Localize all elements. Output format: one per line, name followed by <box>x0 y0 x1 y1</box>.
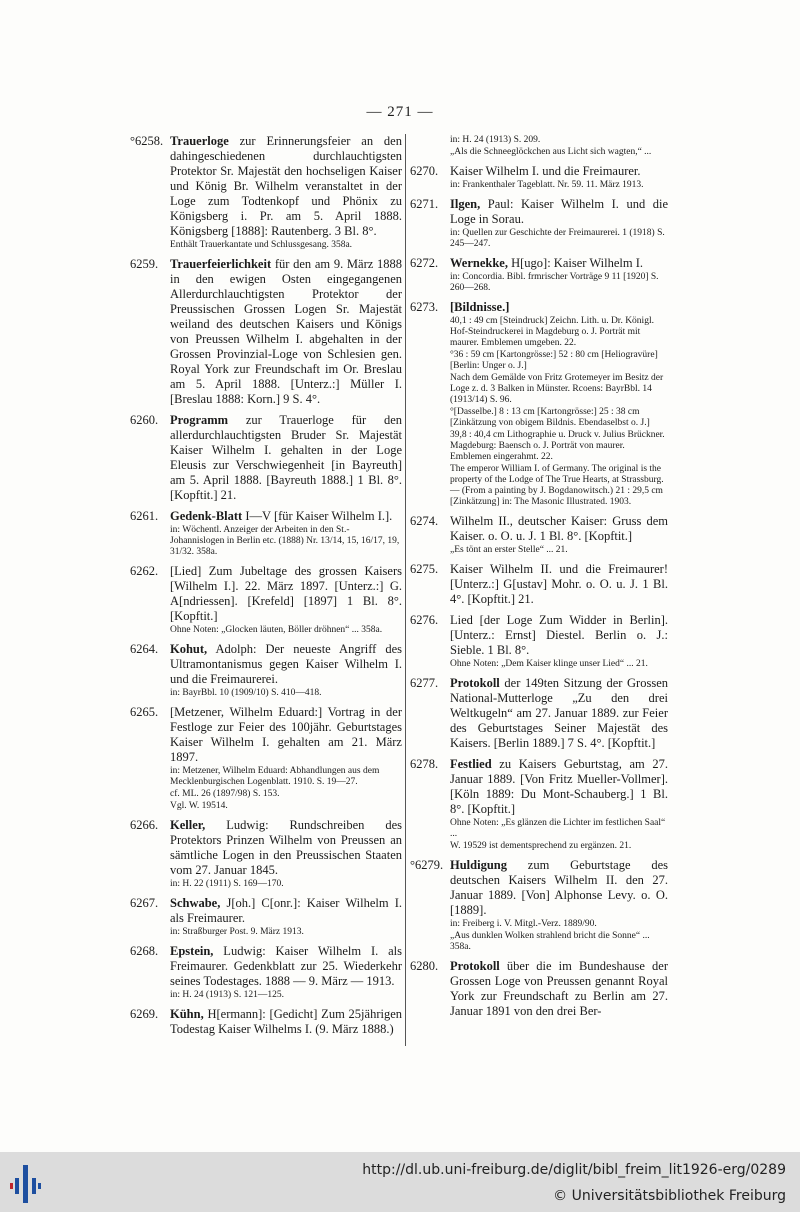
entry-text <box>170 1007 402 1037</box>
entry-body: Lied [der Loge Zum Widder in Berlin]. [Unterz.: Ernst] Diestel. Berlin o. J.: Sieble. 1 Bl. 8°. <box>450 613 668 657</box>
entry-text <box>450 858 668 918</box>
entry-heading: Festlied <box>450 757 492 771</box>
entry-body: der 149ten Sitzung der Grossen National-Mutterloge „Zu den drei Weltkugeln“ am 27. Januar 1889. zur Feier des Geburtstages Seiner Majestät des Kaisers. [Berlin 1889.] 7 S. 4°. [Kopftit.] <box>450 676 668 750</box>
entry-note: in: BayrBbl. 10 (1909/10) S. 410—418. <box>170 688 322 698</box>
entry-body: I—V [für Kaiser Wilhelm I.]. <box>242 509 393 523</box>
entry-number: 6276. <box>410 613 439 627</box>
entry-body: H[ermann]: [Gedicht] Zum 25jährigen Todestag Kaiser Wilhelms I. (9. März 1888.) <box>170 1007 402 1036</box>
entry-note: in: Freiberg i. V. Mitgl.-Verz. 1889/90. <box>450 919 597 929</box>
entry-number: 6271. <box>410 197 439 211</box>
entry-body: zur Trauerloge für den allerdurchlauchtigsten Bruder Sr. Majestät Kaiser Wilhelm I. gehalten in der Loge Eleusis zur Verschwiegenheit [in Bayreuth] am 5. April 1888. [Bayreuth 1888.] 1 Bl. 8°. [Kopftit.] 21. <box>170 413 402 502</box>
entry-text <box>170 818 402 878</box>
left-column <box>130 134 402 1043</box>
entry-text <box>450 197 668 227</box>
bibliography-entry <box>130 944 402 1001</box>
entry-number: 6272. <box>410 256 439 270</box>
entry-number: 6260. <box>130 413 159 427</box>
entry-body: [Metzener, Wilhelm Eduard:] Vortrag in der Festloge zur Feier des 100jähr. Geburtstages Kaiser Wilhelm I. gehalten am 21. März 1897. <box>170 705 402 764</box>
entry-note: Vgl. W. 19514. <box>170 801 228 811</box>
entry-body: Ludwig: Kaiser Wilhelm I. als Freimaurer. Gedenkblatt zur 25. Wiederkehr seines Todestages. 1888 — 9. März — 1913. <box>170 944 402 988</box>
entry-note: Ohne Noten: „Dem Kaiser klinge unser Lied“ ... 21. <box>450 659 648 669</box>
entry-heading: Epstein, <box>170 944 214 958</box>
entry-text <box>170 944 402 989</box>
entry-note: Enthält Trauerkantate und Schlussgesang. 358a. <box>170 240 353 250</box>
entry-text <box>450 164 668 179</box>
entry-note: „Aus dunklen Wolken strahlend bricht die Sonne“ ... 358a. <box>450 931 650 952</box>
entry-number: 6280. <box>410 959 439 973</box>
entry-text <box>450 562 668 607</box>
entry-note: in: Metzener, Wilhelm Eduard: Abhandlungen aus dem Mecklenburgischen Logenblatt. 1910. S. 19—27. <box>170 766 380 787</box>
entry-note: 40,1 : 49 cm [Steindruck] Zeichn. Lith. u. Dr. Königl. Hof-Steindruckerei in Magdeburg o. J. Porträt mit maurer. Emblemen umgeben. 22. <box>450 316 654 348</box>
entry-number: 6278. <box>410 757 439 771</box>
entry-heading: Huldigung <box>450 858 507 872</box>
entry-text <box>170 705 402 765</box>
entry-heading: Protokoll <box>450 959 500 973</box>
entry-note: Ohne Noten: „Es glänzen die Lichter im festlichen Saal“ ... <box>450 818 666 839</box>
entry-text <box>170 642 402 687</box>
entry-text <box>450 300 668 315</box>
page-number: — 271 — <box>366 104 434 120</box>
entry-body: zur Erinnerungsfeier an den dahingeschiedenen durchlauchtigsten Protektor Sr. Majestät den hochseligen Kaiser und König Br. Wilhelm veranstaltet in der Loge zum Todtenkopf und Phönix zu Königsberg i. Pr. am 5. April 1888. Königsberg [1888]: Rautenberg. 3 Bl. 8°. <box>170 134 402 238</box>
entry-text <box>450 959 668 1019</box>
entry-text <box>450 514 668 544</box>
entry-text <box>450 676 668 751</box>
entry-heading: Programm <box>170 413 229 427</box>
entry-heading: Kühn, <box>170 1007 204 1021</box>
bibliography-entry <box>130 509 402 558</box>
entry-note: The emperor William I. of Germany. The original is the property of the Lodge of The True Hearts, at Strassburg. — (From a painting by J. Bogdanowitsch.) 21 : 29,5 cm [Zinkätzung] in: The Masonic Illustrated. 1903. <box>450 464 664 507</box>
entry-number: 6268. <box>130 944 159 958</box>
bibliography-entry <box>410 562 668 607</box>
bibliography-entry <box>410 676 668 751</box>
entry-heading: Ilgen, <box>450 197 481 211</box>
entry-text <box>450 613 668 658</box>
bibliography-entry <box>130 1007 402 1037</box>
entry-note: Ohne Noten: „Glocken läuten, Böller dröhnen“ ... 358a. <box>170 625 383 635</box>
entry-number: 6265. <box>130 705 159 719</box>
entry-note: in: H. 24 (1913) S. 209. <box>450 135 541 145</box>
entry-number: 6266. <box>130 818 159 832</box>
entry-number: 6275. <box>410 562 439 576</box>
entry-heading: Gedenk-Blatt <box>170 509 243 523</box>
entry-text <box>450 256 668 271</box>
entry-number: 6277. <box>410 676 439 690</box>
bibliography-entry <box>410 256 668 294</box>
entry-heading: Wernekke, <box>450 256 508 270</box>
entry-heading: Trauerfeierlichkeit <box>170 257 272 271</box>
entry-text <box>170 509 402 524</box>
source-url-link[interactable]: http://dl.ub.uni-freiburg.de/diglit/bibl_freim_lit1926-erg/0289 <box>362 1162 786 1178</box>
entry-note: in: Concordia. Bibl. frmrischer Vorträge 9 11 [1920] S. 260—268. <box>450 272 659 293</box>
bibliography-entry <box>130 642 402 699</box>
entry-text <box>170 896 402 926</box>
entry-number: °6279. <box>410 858 444 872</box>
bibliography-entry <box>130 705 402 812</box>
entry-note: in: H. 22 (1911) S. 169—170. <box>170 879 284 889</box>
entry-number: 6274. <box>410 514 439 528</box>
entry-number: 6264. <box>130 642 159 656</box>
entry-body: Kaiser Wilhelm I. und die Freimaurer. <box>450 164 641 178</box>
entry-note: „Es tönt an erster Stelle“ ... 21. <box>450 545 568 555</box>
entry-text <box>170 564 402 624</box>
entry-body: Paul: Kaiser Wilhelm I. und die Loge in Sorau. <box>450 197 668 226</box>
entry-body: Kaiser Wilhelm II. und die Freimaurer! [Unterz.:] G[ustav] Mohr. o. O. u. J. 1 Bl. 4°. [Kopftit.] 21. <box>450 562 668 606</box>
bibliography-entry <box>410 613 668 670</box>
entry-number: 6269. <box>130 1007 159 1021</box>
entry-heading: [Bildnisse.] <box>450 300 510 314</box>
entry-note: „Als die Schneeglöckchen aus Licht sich wagten,“ ... <box>450 147 652 157</box>
entry-note: in: Wöchentl. Anzeiger der Arbeiten in den St.-Johannislogen in Berlin etc. (1888) Nr. 13/14, 15, 16/17, 19, 31/32. 358a. <box>170 525 400 557</box>
entry-number: 6273. <box>410 300 439 314</box>
bibliography-entry <box>130 818 402 890</box>
bibliography-entry <box>130 896 402 938</box>
copyright-text: © Universitätsbibliothek Freiburg <box>553 1188 786 1204</box>
entry-body: über die im Bundeshause der Grossen Loge von Preussen genannt Royal York zur Freundschaft zu Berlin am 27. Januar 1891 von den drei Ber- <box>450 959 668 1018</box>
bibliography-entry <box>410 514 668 556</box>
column-divider <box>405 134 406 1046</box>
library-logo-icon <box>10 1165 42 1203</box>
bibliography-entry <box>410 164 668 191</box>
entry-number: 6270. <box>410 164 439 178</box>
bibliography-entry <box>130 564 402 636</box>
entry-number: 6259. <box>130 257 159 271</box>
entry-note: 39,8 : 40,4 cm Lithographie u. Druck v. Julius Brückner. Magdeburg: Baensch o. J. Porträt von maurer. Emblemen eingerahmt. 22. <box>450 430 665 462</box>
bibliography-entry <box>130 413 402 503</box>
entry-text <box>170 134 402 239</box>
bibliography-entry <box>410 959 668 1019</box>
entry-number: 6267. <box>130 896 159 910</box>
entry-note: cf. ML. 26 (1897/98) S. 153. <box>170 789 280 799</box>
bibliography-entry <box>410 858 668 953</box>
entry-note: in: Straßburger Post. 9. März 1913. <box>170 927 304 937</box>
footer-bar <box>0 1152 800 1212</box>
entry-note: W. 19529 ist dementsprechend zu ergänzen. 21. <box>450 841 632 851</box>
entry-note: in: Quellen zur Geschichte der Freimaurerei. 1 (1918) S. 245—247. <box>450 228 665 249</box>
entry-body: Ludwig: Rundschreiben des Protektors Prinzen Wilhelm von Preussen an sämtliche Logen in den Preussischen Staaten vom 27. Januar 1845. <box>170 818 402 877</box>
right-column <box>410 134 668 1025</box>
bibliography-entry <box>130 257 402 407</box>
entry-note: °36 : 59 cm [Kartongrösse:] 52 : 80 cm [Heliogravüre] [Berlin: Unger o. J.] <box>450 350 658 371</box>
bibliography-entry <box>410 757 668 852</box>
bibliography-entry <box>410 135 668 158</box>
entry-heading: Kohut, <box>170 642 208 656</box>
entry-text <box>170 413 402 503</box>
entry-heading: Trauerloge <box>170 134 229 148</box>
entry-body: zum Geburtstage des deutschen Kaisers Wilhelm II. den 27. Januar 1889. [Von] Alphonse Levy. o. O. [1889]. <box>450 858 668 917</box>
entry-heading: Keller, <box>170 818 206 832</box>
entry-body: [Lied] Zum Jubeltage des grossen Kaisers [Wilhelm I.]. 22. März 1897. [Unterz.:] G. A[ndriessen]. [Krefeld] [1897] 1 Bl. 8°. [Kopftit.] <box>170 564 402 623</box>
entry-text <box>170 257 402 407</box>
bibliography-entry <box>410 300 668 508</box>
entry-heading: Schwabe, <box>170 896 221 910</box>
entry-note: °[Dasselbe.] 8 : 13 cm [Kartongrösse:] 25 : 38 cm [Zinkätzung von obigem Bildnis. Ebendaselbst o. J.] <box>450 407 650 428</box>
entry-body: J[oh.] C[onr.]: Kaiser Wilhelm I. als Freimaurer. <box>170 896 402 925</box>
entry-heading: Protokoll <box>450 676 500 690</box>
entry-body: H[ugo]: Kaiser Wilhelm I. <box>507 256 643 270</box>
entry-number: 6262. <box>130 564 159 578</box>
entry-text <box>450 757 668 817</box>
entry-body: Wilhelm II., deutscher Kaiser: Gruss dem Kaiser. o. O. u. J. 1 Bl. 8°. [Kopftit.] <box>450 514 668 543</box>
entry-number: °6258. <box>130 134 164 148</box>
bibliography-entry <box>130 134 402 251</box>
entry-body: zu Kaisers Geburtstag, am 27. Januar 1889. [Von Fritz Mueller-Vollmer]. [Köln 1889: Du Mont-Schauberg.] 1 Bl. 8°. [Kopftit.] <box>450 757 668 816</box>
entry-body: Adolph: Der neueste Angriff des Ultramontanismus gegen Kaiser Wilhelm I. und die Freimaurerei. <box>170 642 402 686</box>
entry-note: in: H. 24 (1913) S. 121—125. <box>170 990 284 1000</box>
entry-body: für den am 9. März 1888 in den ewigen Osten eingegangenen Allerdurchlauchtigsten Protektor der Preussischen Grossen Logen Sr. Majestät weiland des deutschen Kaisers und Königs von Preussen Wilhelm I. abgehalten in der Grossen Provinzial-Loge von Schlesien gen. Royal York zur Freundschaft im Or. Breslau am 5. April 1888. [Unterz.:] Müller I. [Breslau 1888: Korn.] 9 S. 4°. <box>170 257 402 406</box>
bibliography-entry <box>410 197 668 250</box>
entry-note: Nach dem Gemälde von Fritz Grotemeyer im Besitz der Loge z. d. 3 Balken in Münster. Rcoens: BayrBbl. 14 (1913/14) S. 96. <box>450 373 664 405</box>
entry-number: 6261. <box>130 509 159 523</box>
entry-note: in: Frankenthaler Tageblatt. Nr. 59. 11. März 1913. <box>450 180 644 190</box>
